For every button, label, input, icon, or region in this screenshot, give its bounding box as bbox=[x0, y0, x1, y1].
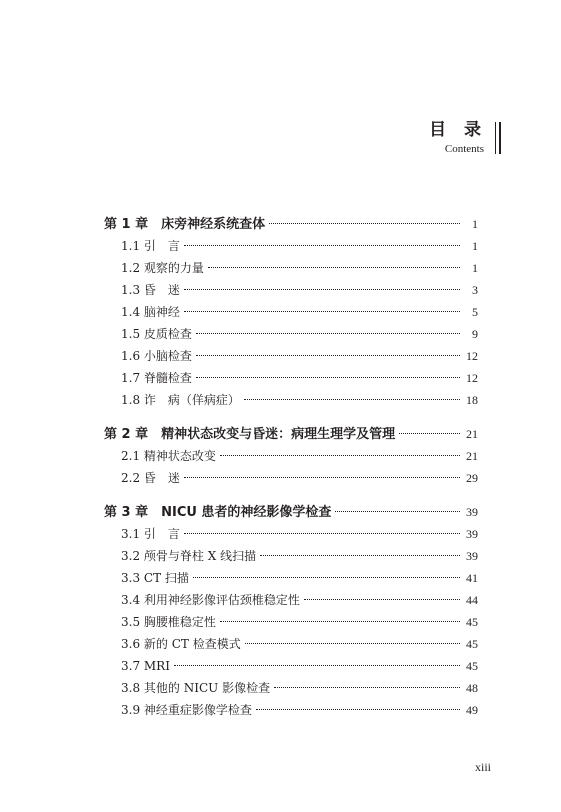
dot-leader bbox=[184, 533, 460, 534]
toc-entry-page: 45 bbox=[466, 637, 478, 651]
toc-section-row[interactable] bbox=[104, 301, 478, 323]
dot-leader bbox=[260, 555, 460, 556]
toc-section-row[interactable] bbox=[104, 589, 478, 611]
toc-entry-label: 3.1 引 言 bbox=[121, 527, 180, 541]
toc-entry-page: 21 bbox=[466, 427, 478, 441]
toc-section-row[interactable] bbox=[104, 235, 478, 257]
toc-entry-label: 1.8 诈 病（佯病症） bbox=[121, 393, 240, 407]
toc-entry-label: 3.5 胸腰椎稳定性 bbox=[121, 615, 216, 629]
toc-section-row[interactable] bbox=[104, 633, 478, 655]
toc-header bbox=[429, 120, 487, 156]
page-subtitle: Contents bbox=[444, 143, 484, 155]
dot-leader bbox=[184, 245, 460, 246]
dot-leader bbox=[304, 599, 460, 600]
dot-leader bbox=[196, 355, 460, 356]
dot-leader bbox=[174, 665, 460, 666]
toc-section-row[interactable] bbox=[104, 279, 478, 301]
toc-section-row[interactable] bbox=[104, 323, 478, 345]
toc-section-row[interactable] bbox=[104, 523, 478, 545]
toc-entry-page: 12 bbox=[466, 349, 478, 363]
toc-section-row[interactable] bbox=[104, 345, 478, 367]
toc-entry-page: 29 bbox=[466, 471, 478, 485]
toc-entry-label: 1.6 小脑检查 bbox=[121, 349, 192, 363]
toc-entry-page: 49 bbox=[466, 703, 478, 717]
toc-entry-label: 1.3 昏 迷 bbox=[121, 283, 180, 297]
toc-entry-label: 第 3 章 NICU 患者的神经影像学检查 bbox=[104, 505, 332, 520]
toc-entry-label: 3.6 新的 CT 检查模式 bbox=[121, 637, 241, 651]
toc-entry-label: 3.3 CT 扫描 bbox=[121, 571, 189, 585]
toc-entry-page: 5 bbox=[472, 305, 478, 319]
dot-leader bbox=[220, 455, 460, 456]
toc-entry-page: 39 bbox=[466, 527, 478, 541]
toc-entry-page: 48 bbox=[466, 681, 478, 695]
toc-entry-label: 1.7 脊髓检查 bbox=[121, 371, 192, 385]
title-bar-ornament bbox=[495, 122, 501, 154]
dot-leader bbox=[245, 643, 460, 644]
toc-entry-page: 39 bbox=[466, 505, 478, 519]
toc-entry-page: 3 bbox=[472, 283, 478, 297]
toc-entry-page: 41 bbox=[466, 571, 478, 585]
toc-section-row[interactable] bbox=[104, 257, 478, 279]
dot-leader bbox=[220, 621, 460, 622]
toc-entry-label: 1.5 皮质检查 bbox=[121, 327, 192, 341]
toc-entry-page: 45 bbox=[466, 659, 478, 673]
toc-entry-page: 1 bbox=[472, 261, 478, 275]
toc-entry-label: 3.9 神经重症影像学检查 bbox=[121, 703, 252, 717]
toc-section-row[interactable] bbox=[104, 389, 478, 411]
toc-entry-page: 45 bbox=[466, 615, 478, 629]
toc-section-row[interactable] bbox=[104, 467, 478, 489]
toc-chapter-row[interactable] bbox=[104, 501, 478, 523]
toc-entry-page: 12 bbox=[466, 371, 478, 385]
dot-leader bbox=[274, 687, 460, 688]
toc-entry-label: 第 1 章 床旁神经系统查体 bbox=[104, 217, 266, 232]
toc-entry-page: 9 bbox=[472, 327, 478, 341]
thin-bar bbox=[495, 122, 496, 154]
toc-entry-label: 3.8 其他的 NICU 影像检查 bbox=[121, 681, 271, 695]
toc-entry-page: 44 bbox=[466, 593, 478, 607]
toc-entry-label: 1.1 引 言 bbox=[121, 239, 180, 253]
dot-leader bbox=[399, 433, 460, 434]
toc-section-row[interactable] bbox=[104, 655, 478, 677]
dot-leader bbox=[184, 477, 460, 478]
dot-leader bbox=[208, 267, 460, 268]
toc-entry-page: 1 bbox=[472, 217, 478, 231]
dot-leader bbox=[269, 223, 460, 224]
dot-leader bbox=[196, 377, 460, 378]
dot-leader bbox=[193, 577, 460, 578]
toc-entry-label: 第 2 章 精神状态改变与昏迷：病理生理学及管理 bbox=[104, 427, 396, 442]
page-title: 目 录 bbox=[429, 120, 487, 140]
dot-leader bbox=[196, 333, 460, 334]
toc-entry-label: 3.2 颅骨与脊柱 X 线扫描 bbox=[121, 549, 257, 563]
toc-section-row[interactable] bbox=[104, 611, 478, 633]
toc-section-row[interactable] bbox=[104, 545, 478, 567]
dot-leader bbox=[184, 311, 460, 312]
toc-entry-label: 1.4 脑神经 bbox=[121, 305, 180, 319]
toc-entry-page: 21 bbox=[466, 449, 478, 463]
thick-bar bbox=[499, 122, 501, 154]
toc-entry-label: 3.7 MRI bbox=[121, 659, 170, 673]
toc-entry-label: 3.4 利用神经影像评估颈椎稳定性 bbox=[121, 593, 300, 607]
toc-chapter-row[interactable] bbox=[104, 213, 478, 235]
toc-section-row[interactable] bbox=[104, 367, 478, 389]
toc-entry-page: 1 bbox=[472, 239, 478, 253]
toc-section-row[interactable] bbox=[104, 677, 478, 699]
toc-chapter-row[interactable] bbox=[104, 423, 478, 445]
dot-leader bbox=[335, 511, 460, 512]
dot-leader bbox=[244, 399, 460, 400]
page-number: xiii bbox=[474, 760, 491, 774]
toc-section-row[interactable] bbox=[104, 567, 478, 589]
dot-leader bbox=[256, 709, 460, 710]
toc-entry-label: 2.1 精神状态改变 bbox=[121, 449, 216, 463]
toc-entry-label: 1.2 观察的力量 bbox=[121, 261, 204, 275]
toc-entry-label: 2.2 昏 迷 bbox=[121, 471, 180, 485]
toc-entry-page: 18 bbox=[466, 393, 478, 407]
toc-section-row[interactable] bbox=[104, 699, 478, 721]
toc-section-row[interactable] bbox=[104, 445, 478, 467]
dot-leader bbox=[184, 289, 460, 290]
toc-entry-page: 39 bbox=[466, 549, 478, 563]
